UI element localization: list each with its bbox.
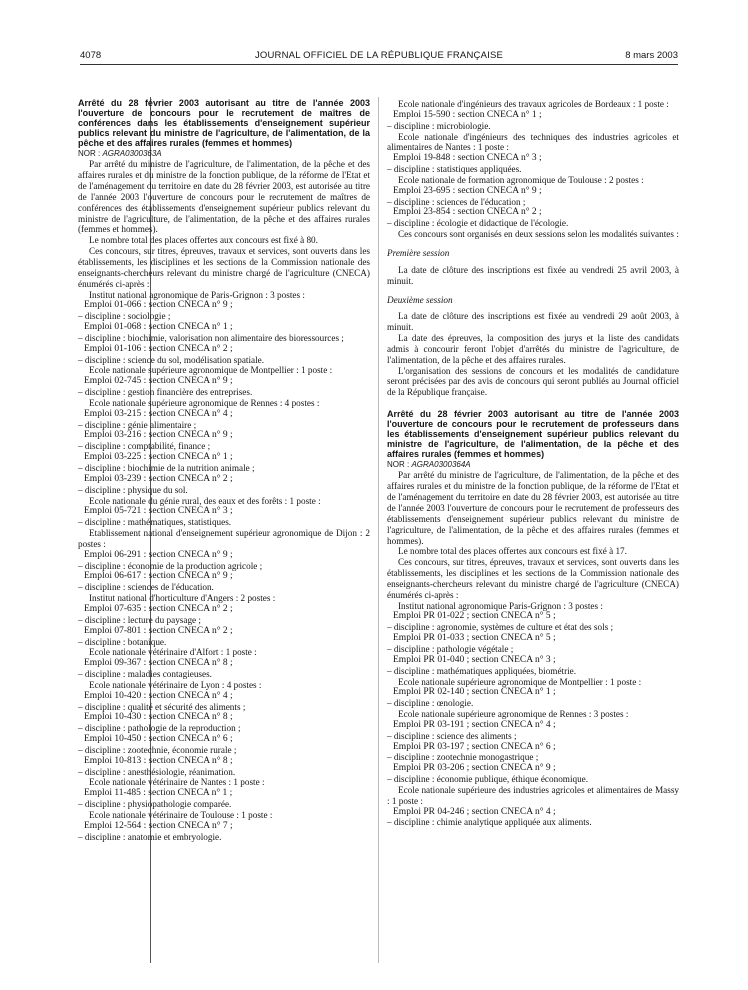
right-column	[387, 99, 679, 828]
nor-reference	[387, 460, 679, 471]
discipline-line: – discipline : physiopathologie comparée.	[78, 799, 232, 810]
discipline-line: – discipline : comptabilité, finance ;	[78, 441, 211, 452]
paragraph: Ecole nationale d'ingénieurs des techniques des industries agricoles et alimentaires de Nantes : 1 poste :	[387, 131, 679, 153]
discipline-line: – discipline : sociologie ;	[78, 311, 171, 322]
employment-line: Emploi 10-813 : section CNECA n° 8 ;	[84, 755, 233, 766]
employment-line: Emploi 23-695 : section CNECA n° 9 ;	[393, 185, 542, 196]
paragraph: La date de clôture des inscriptions est fixée au vendredi 29 août 2003, à minuit.	[387, 311, 679, 333]
employment-line: Emploi 03-225 : section CNECA n° 1 ;	[84, 452, 233, 463]
session-text: La date de clôture des inscriptions est fixée au vendredi 25 avril 2003, à minuit.	[387, 264, 679, 286]
paragraph: Par arrêté du ministre de l'agriculture, de l'alimentation, de la pêche et des affaires rurales et du ministre de la fonction publique, de la réforme de l'Etat et de l'aménagement du territoire en date du 28 février 2003, est autorisée au titre de l'année 2003 l'ouverture de concours pour le recrutement de maîtres de conférences des établissements d'enseignement supérieur publics relevant du ministre de l'agriculture, de l'alimentation, de la pêche et des affaires rurales (femmes et hommes).	[78, 159, 370, 235]
discipline-line: – discipline : anatomie et embryologie.	[78, 831, 222, 842]
discipline-line: – discipline : zootechnie monogastrique ;	[387, 752, 539, 763]
employment-line: Emploi 01-066 : section CNECA n° 9 ;	[84, 300, 233, 311]
decree-body-continued	[387, 99, 679, 240]
discipline-line: – discipline : anesthésiologie, réanimation.	[78, 766, 236, 777]
discipline-line: – discipline : génie alimentaire ;	[78, 419, 197, 430]
employment-line: Emploi 01-068 : section CNECA n° 1 ;	[84, 322, 233, 333]
discipline-line: – discipline : science du sol, modélisation spatiale.	[78, 354, 265, 365]
paragraph: Ecole nationale vétérinaire de Nantes : 1 poste :	[89, 777, 265, 788]
session-heading: Première session	[387, 247, 450, 258]
decree-title: Arrêté du 28 février 2003 autorisant au titre de l'année 2003 l'ouverture de concours pour le recrutement de maîtres de conférences dans les établissements d'enseignement supérieur publics relevant du ministre de l'agriculture, de l'alimentation, de la pêche et des affaires rurales (femmes et hommes)	[78, 98, 370, 148]
page-header	[80, 48, 678, 65]
paragraph: Ecole nationale vétérinaire d'Alfort : 1 poste :	[89, 647, 257, 658]
nor-reference	[78, 149, 370, 160]
paragraph: Ecole nationale supérieure des industries agricoles et alimentaires de Massy : 1 poste :	[387, 784, 679, 806]
discipline-line: – discipline : économie publique, éthique économique.	[387, 774, 589, 785]
discipline-line: – discipline : statistiques appliquées.	[387, 164, 522, 175]
employment-line: Emploi 15-590 : section CNECA n° 1 ;	[393, 109, 542, 120]
paragraph: Etablissement national d'enseignement supérieur agronomique de Dijon : 2 postes :	[78, 528, 370, 549]
decree-title: Arrêté du 28 février 2003 autorisant au titre de l'année 2003 l'ouverture de concours pour le recrutement de professeurs dans les établissements d'enseignement supérieur publics relevant du ministre de l'agriculture, de l'alimentation, de la pêche et des affaires rurales (femmes et hommes)	[387, 409, 679, 459]
paragraph: Ecole nationale d'ingénieurs des travaux agricoles de Bordeaux : 1 poste :	[398, 99, 669, 109]
employment-line: Emploi PR 03-206 ; section CNECA n° 9 ;	[393, 763, 556, 774]
nor-code: AGRA0300364A	[411, 459, 471, 469]
discipline-line: – discipline : gestion financière des entreprises.	[78, 387, 253, 398]
decree-body	[387, 470, 679, 828]
decree-body	[78, 159, 370, 842]
discipline-line: – discipline : botanique.	[78, 636, 167, 647]
employment-line: Emploi 06-291 : section CNECA n° 9 ;	[84, 549, 233, 560]
paragraph: Ecole nationale du génie rural, des eaux et des forêts : 1 poste :	[89, 495, 321, 506]
discipline-line: – discipline : biochimie de la nutrition animale ;	[78, 463, 255, 473]
discipline-line: – discipline : pathologie végétale ;	[387, 643, 514, 654]
paragraph: Ecole nationale de formation agronomique de Toulouse : 2 postes :	[398, 174, 644, 185]
paragraph: L'organisation des sessions de concours et les modalités de candidature seront précisées par des avis de concours qui seront publiés au Journal officiel de la République française.	[387, 365, 679, 398]
left-column	[78, 99, 370, 843]
employment-line: Emploi 11-485 : section CNECA n° 1 ;	[84, 788, 233, 799]
paragraph: Le nombre total des places offertes aux concours est fixé à 80.	[89, 235, 318, 246]
discipline-line: – discipline : agronomie, systèmes de culture et état des sols ;	[387, 622, 614, 633]
paragraph: Institut national agronomique de Paris-Grignon : 3 postes :	[89, 289, 305, 300]
paragraph: Institut national d'horticulture d'Angers : 2 postes :	[89, 593, 276, 604]
employment-line: Emploi 07-801 : section CNECA n° 2 ;	[84, 625, 233, 636]
session-body	[387, 311, 679, 398]
discipline-line: – discipline : science des aliments ;	[387, 730, 517, 741]
employment-line: Emploi PR 04-246 ; section CNECA n° 4 ;	[393, 806, 556, 817]
employment-line: Emploi 06-617 : section CNECA n° 9 ;	[84, 571, 233, 582]
publication-date: 8 mars 2003	[625, 50, 678, 61]
paragraph: Ecole nationale vétérinaire de Lyon : 4 postes :	[89, 679, 262, 690]
discipline-line: – discipline : microbiologie.	[387, 120, 491, 131]
employment-line: Emploi 02-745 : section CNECA n° 9 ;	[84, 376, 233, 387]
employment-line: Emploi 03-215 : section CNECA n° 4 ;	[84, 408, 233, 419]
discipline-line: – discipline : maladies contagieuses.	[78, 669, 212, 680]
employment-line: Emploi PR 01-022 ; section CNECA n° 5 ;	[393, 611, 556, 622]
discipline-line: – discipline : mathématiques, statistiques.	[78, 517, 232, 528]
discipline-line: – discipline : biochimie, valorisation non alimentaire des bioressources ;	[78, 332, 344, 343]
paragraph: Le nombre total des places offertes aux concours est fixé à 17.	[398, 546, 627, 557]
column-divider	[378, 97, 379, 963]
session-heading: Deuxième session	[387, 294, 453, 305]
employment-line: Emploi 23-854 : section CNECA n° 2 ;	[393, 207, 542, 218]
employment-line: Emploi PR 03-197 ; section CNECA n° 6 ;	[393, 741, 556, 752]
employment-line: Emploi PR 02-140 ; section CNECA n° 1 ;	[393, 687, 556, 698]
paragraph: Institut national agronomique Paris-Grignon : 3 postes :	[398, 600, 603, 611]
discipline-line: – discipline : chimie analytique appliquée aux aliments.	[387, 817, 592, 828]
employment-line: Emploi 05-721 : section CNECA n° 3 ;	[84, 506, 233, 517]
employment-line: Emploi PR 01-040 ; section CNECA n° 3 ;	[393, 654, 556, 665]
discipline-line: – discipline : écologie et didactique de l'écologie.	[387, 218, 569, 229]
paragraph: Ecole nationale supérieure agronomique de Rennes : 4 postes :	[89, 397, 320, 408]
paragraph: Ecole nationale vétérinaire de Toulouse : 1 poste :	[89, 810, 273, 820]
discipline-line: – discipline : pathologie de la reproduction ;	[78, 723, 241, 734]
discipline-line: – discipline : économie de la production agricole ;	[78, 560, 263, 571]
employment-line: Emploi PR 03-191 ; section CNECA n° 4 ;	[393, 719, 556, 730]
nor-label: NOR :	[78, 148, 101, 158]
page-number: 4078	[80, 50, 102, 61]
employment-line: Emploi 09-367 : section CNECA n° 8 ;	[84, 658, 233, 669]
discipline-line: – discipline : œnologie.	[387, 698, 474, 709]
nor-label: NOR :	[387, 459, 410, 469]
employment-line: Emploi 10-450 : section CNECA n° 6 ;	[84, 734, 233, 745]
paragraph: La date des épreuves, la composition des jurys et la liste des candidats admis à concourir feront l'objet d'arrêtés du ministre de l'agriculture, de l'alimentation, de la pêche et des affaires rurales.	[387, 333, 679, 365]
discipline-line: – discipline : lecture du paysage ;	[78, 614, 201, 625]
paragraph: Ces concours, sur titres, épreuves, travaux et services, sont ouverts dans les établissements, les disciplines et les sections de la Commission nationale des enseignants-chercheurs relevant du ministre chargé de l'agriculture (CNECA) énumérés ci-après :	[78, 246, 370, 289]
paragraph: Par arrêté du ministre de l'agriculture, de l'alimentation, de la pêche et des affaires rurales et du ministre de la fonction publique, de la réforme de l'Etat et de l'aménagement du territoire en date du 28 février 2003, est autorisée au titre de l'année 2003 l'ouverture de concours pour le recrutement de professeurs des établissements d'enseignement supérieur publics relevant du ministre de l'agriculture, de l'alimentation, de la pêche et des affaires rurales (femmes et hommes).	[387, 470, 679, 546]
paragraph: Ecole nationale supérieure agronomique de Montpellier : 1 poste :	[398, 676, 642, 687]
nor-code: AGRA0300363A	[102, 148, 162, 158]
paragraph: Ecole nationale supérieure agronomique de Montpellier : 1 poste :	[89, 365, 333, 376]
employment-line: Emploi 07-635 : section CNECA n° 2 ;	[84, 603, 233, 614]
employment-line: Emploi 10-430 : section CNECA n° 8 ;	[84, 712, 233, 723]
paragraph: Ces concours sont organisés en deux sessions selon les modalités suivantes :	[398, 229, 679, 240]
employment-line: Emploi 12-564 : section CNECA n° 7 ;	[84, 820, 233, 831]
employment-line: Emploi 03-216 : section CNECA n° 9 ;	[84, 430, 233, 441]
discipline-line: – discipline : sciences de l'éducation.	[78, 582, 214, 593]
discipline-line: – discipline : physique du sol.	[78, 484, 188, 495]
journal-title: JOURNAL OFFICIEL DE LA RÉPUBLIQUE FRANÇAISE	[254, 50, 504, 61]
employment-line: Emploi 01-106 : section CNECA n° 2 ;	[84, 343, 233, 354]
discipline-line: – discipline : zootechnie, économie rurale ;	[78, 744, 237, 755]
employment-line: Emploi 03-239 : section CNECA n° 2 ;	[84, 473, 233, 484]
discipline-line: – discipline : mathématiques appliquées, biométrie.	[387, 665, 577, 676]
employment-line: Emploi 10-420 : section CNECA n° 4 ;	[84, 690, 233, 701]
paragraph: Ecole nationale supérieure agronomique de Rennes : 3 postes :	[398, 709, 629, 720]
discipline-line: – discipline : sciences de l'éducation ;	[387, 196, 526, 207]
discipline-line: – discipline : qualité et sécurité des aliments ;	[78, 701, 246, 712]
employment-line: Emploi 19-848 : section CNECA n° 3 ;	[393, 153, 542, 164]
employment-line: Emploi PR 01-033 ; section CNECA n° 5 ;	[393, 633, 556, 644]
paragraph: Ces concours, sur titres, épreuves, travaux et services, sont ouverts dans les établissements, les disciplines et les sections de la Commission nationale des enseignants-chercheurs relevant du ministre chargé de l'agriculture (CNECA) énumérés ci-après :	[387, 557, 679, 600]
